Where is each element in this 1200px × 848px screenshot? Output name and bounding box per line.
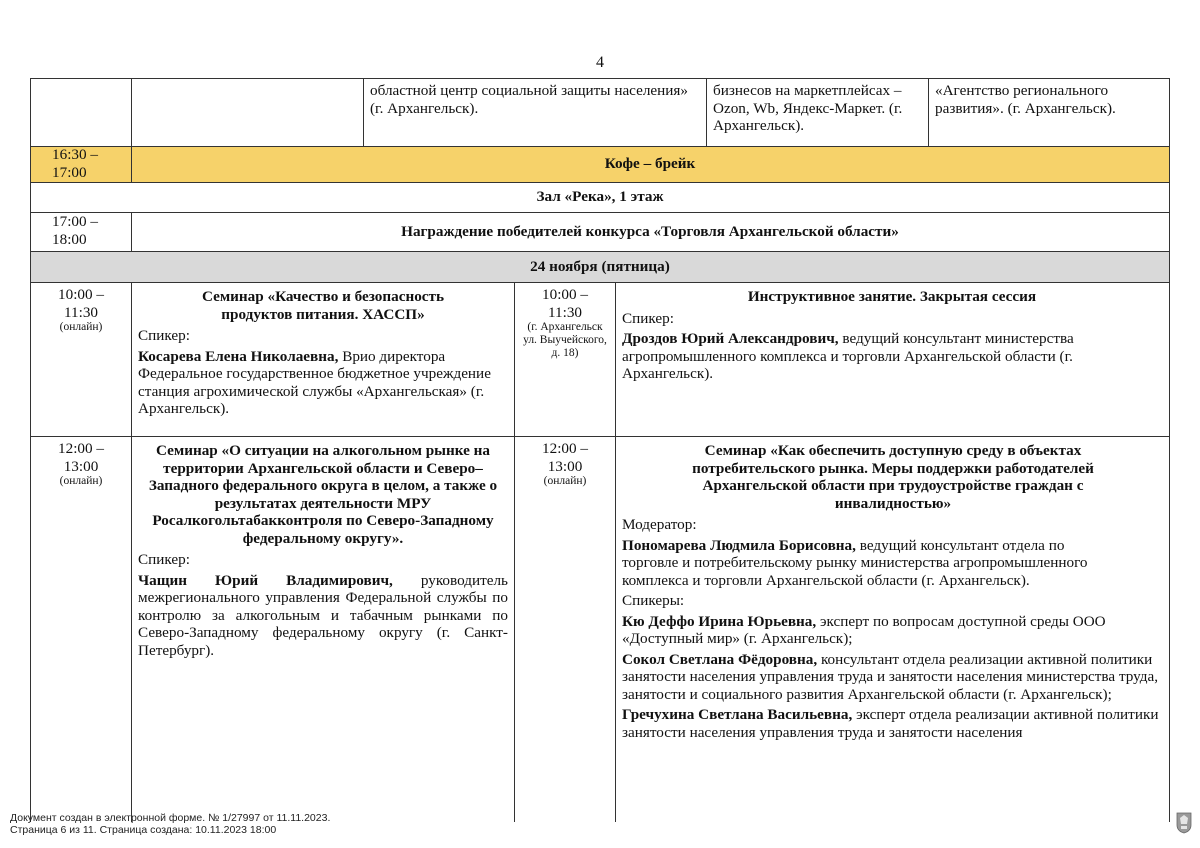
row2-right-content: [622, 442, 1164, 822]
table-line: [706, 78, 707, 146]
row1-left-title: Семинар «Качество и безопасность продуктов питания. ХАССП»: [201, 288, 445, 323]
hall-label: Зал «Река», 1 этаж: [536, 188, 664, 206]
moderator-name: Пономарева Людмила Борисовна,: [622, 536, 856, 554]
row1-right-title: Инструктивное занятие. Закрытая сессия: [747, 288, 1037, 305]
award-time: 17:00 – 18:00: [52, 213, 98, 248]
date-header: 24 ноября (пятница): [530, 257, 670, 275]
row1-left-note: (онлайн): [59, 321, 103, 333]
speaker-item: [622, 706, 1164, 741]
top-row-cell-5: «Агентство регионального развития». (г. Архангельск).: [935, 82, 1116, 117]
coat-of-arms-icon: [1176, 812, 1192, 834]
row2-right-title: Семинар «Как обеспечить доступную среду в объектах потребительского рынка. Меры поддержки работодателей Архангельской области при трудоустройстве граждан с инвалидностью»: [692, 442, 1094, 512]
speaker-name: Чащин Юрий Владимирович,: [138, 571, 393, 589]
document-footer-line-1: Документ создан в электронной форме. № 1/27997 от 11.11.2023.: [10, 812, 331, 824]
moderator: [622, 537, 1164, 590]
page-number: 4: [596, 54, 604, 71]
row1-left-speaker: [138, 348, 508, 418]
table-line: [514, 282, 515, 822]
speaker-desc: эксперт по вопросам доступной среды ООО «Доступный мир» (г. Архангельск);: [622, 612, 1106, 647]
coffee-time: 16:30 – 17:00: [52, 146, 98, 181]
row1-right-content: [622, 288, 1162, 386]
speaker-name: Сокол Светлана Фёдоровна,: [622, 650, 818, 668]
speaker-item: [622, 651, 1164, 704]
row2-left-note: (онлайн): [59, 475, 103, 487]
row1-right-note: (г. Архангельск ул. Выучейского, д. 18): [523, 321, 607, 359]
speaker-desc: эксперт отдела реализации активной политики занятости населения управления труда и занятости населения: [622, 706, 1159, 741]
row2-right-time: 12:00 – 13:00: [542, 440, 588, 475]
row1-left-speaker-label: Спикер:: [138, 327, 190, 344]
row1-left-content: [138, 288, 508, 421]
row2-left-time: 12:00 – 13:00: [58, 440, 104, 475]
row1-right-speaker: [622, 330, 1162, 383]
row1-right-time-cell: [516, 284, 614, 360]
speaker-desc: руководитель межрегионального управления Федеральной службы по контролю за алкогольным и табачным рынками по Северо-Западному федеральному округу (г. Санкт-Петербург).: [138, 571, 508, 659]
speaker-desc: ведущий консультант министерства агропромышленного комплекса и торговли Архангельской области (г. Архангельск).: [622, 330, 1074, 382]
speakers-label: Спикеры:: [622, 592, 685, 609]
row2-left-speaker: [138, 572, 508, 660]
row2-left-title: Семинар «О ситуации на алкогольном рынке на территории Архангельской области и Северо–Западного федерального округа в целом, а также о результатах деятельности МРУ Росалкогольтабакконтроля по Северо-Западному федеральному округу».: [148, 442, 498, 547]
table-line: [30, 282, 1170, 283]
row2-left-time-cell: [32, 438, 130, 488]
top-row-cell-4: бизнесов на маркетплейсах – Ozon, Wb, Яндекс-Маркет. (г. Архангельск).: [713, 82, 903, 134]
row1-right-speaker-label: Спикер:: [622, 309, 674, 327]
table-line: [928, 78, 929, 146]
speaker-name: Дроздов Юрий Александрович,: [622, 330, 839, 347]
award-label: Награждение победителей конкурса «Торговля Архангельской области»: [401, 222, 899, 240]
row2-right-note: (онлайн): [543, 475, 587, 487]
speaker-name: Кю Деффо Ирина Юрьевна,: [622, 612, 817, 630]
speaker-desc: консультант отдела реализации активной политики занятости населения управления труда и занятости населения министерства труда, занятости и социального развития Архангельской области (г. Архангельск);: [622, 650, 1159, 703]
table-line: [131, 78, 132, 146]
table-line: [30, 436, 1170, 437]
table-line: [615, 282, 616, 822]
row2-right-time-cell: [516, 438, 614, 488]
speaker-name: Косарева Елена Николаевна,: [138, 347, 339, 365]
table-line: [363, 78, 364, 146]
row1-left-time: 10:00 – 11:30: [58, 286, 104, 321]
table-line: [30, 78, 1170, 79]
coffee-label: Кофе – брейк: [604, 155, 696, 173]
row1-left-time-cell: [32, 284, 130, 334]
top-row-cell-3: областной центр социальной защиты населения» (г. Архангельск).: [370, 82, 689, 117]
moderator-desc: ведущий консультант отдела по торговле и потребительскому рынку министерства агропромышленного комплекса и торговли Архангельской области (г. Архангельск).: [622, 536, 1088, 589]
row2-left-speaker-label: Спикер:: [138, 551, 190, 568]
table-line: [131, 282, 132, 822]
document-footer-line-2: Страница 6 из 11. Страница создана: 10.11.2023 18:00: [10, 824, 277, 836]
speaker-desc: Врио директора Федеральное государственное бюджетное учреждение станция агрохимической службы «Архангельская» (г. Архангельск).: [138, 347, 491, 417]
speaker-name: Гречухина Светлана Васильевна,: [622, 706, 853, 723]
row2-left-content: [138, 442, 508, 818]
moderator-label: Модератор:: [622, 516, 697, 533]
speaker-item: [622, 613, 1164, 648]
row1-right-time: 10:00 – 11:30: [542, 286, 588, 321]
